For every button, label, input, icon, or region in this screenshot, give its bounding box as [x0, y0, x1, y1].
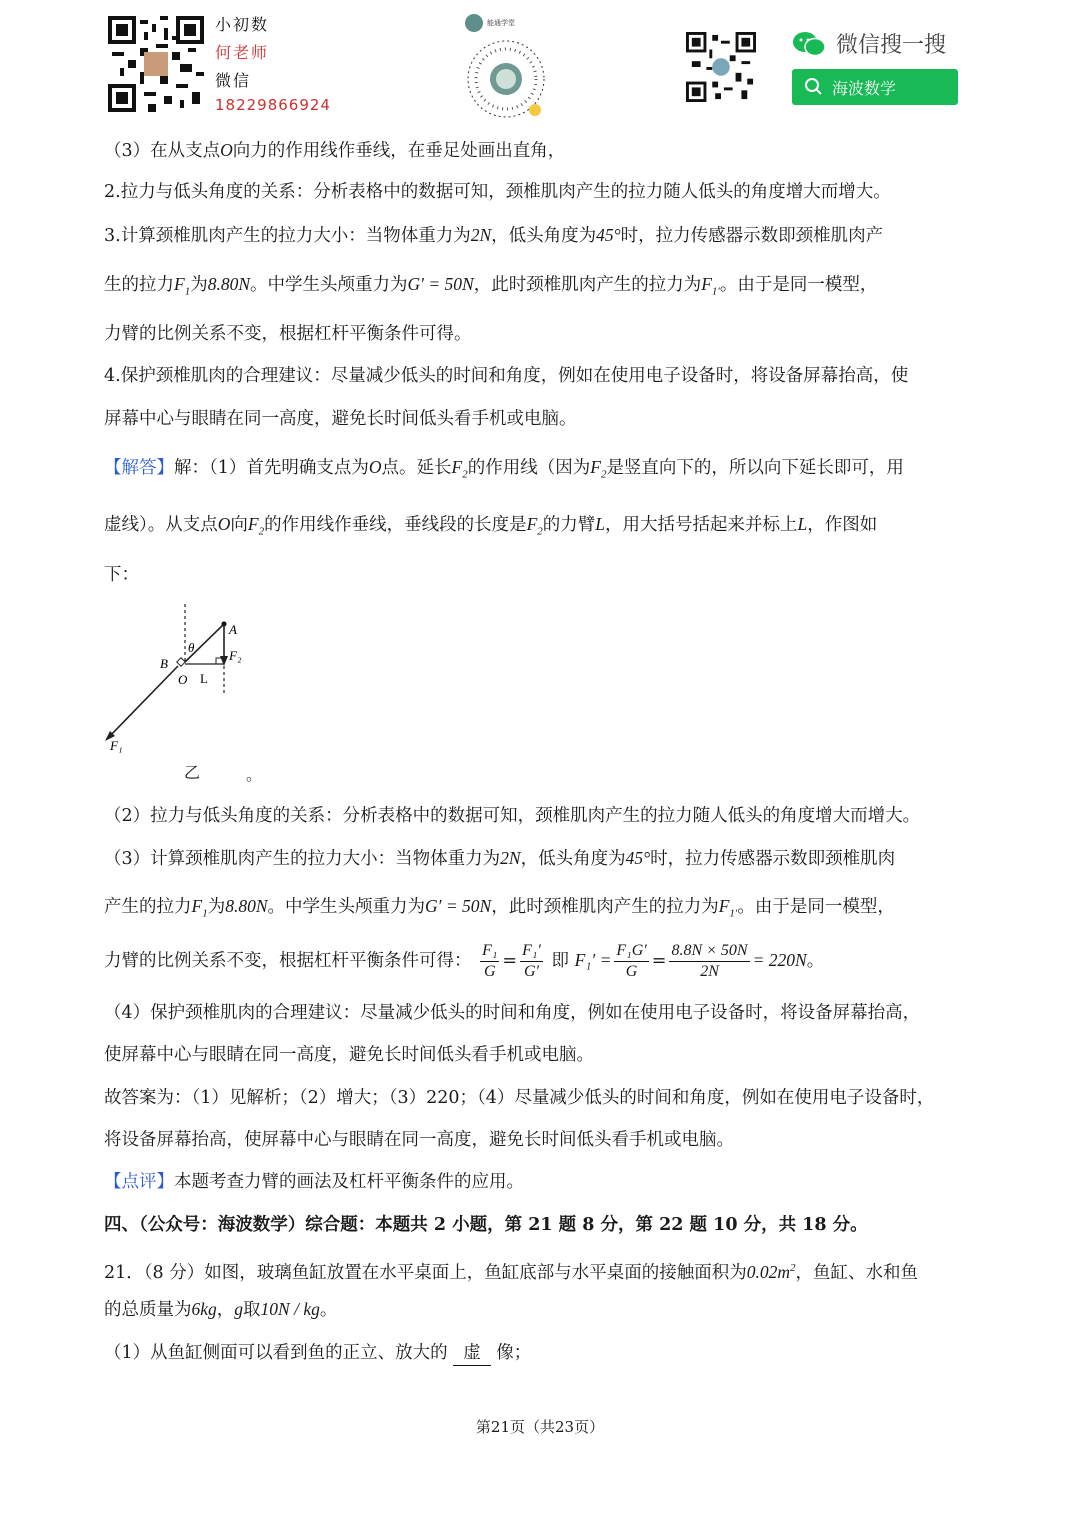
text-span: 的总质量为 [104, 1300, 192, 1320]
text-line: 将设备屏幕抬高，使屏幕中心与眼睛在同一高度，避免长时间低头看手机或电脑。 [104, 1130, 734, 1150]
text-line: （4）保护颈椎肌肉的合理建议：尽量减少低头的时间和角度，例如在使用电子设备时，将设备屏幕抬高， [104, 1003, 921, 1023]
handwriting-line: 18229866924 [215, 96, 331, 114]
label-A: A [229, 622, 237, 637]
text-span: 生的拉力 [104, 275, 174, 295]
text-span: ，作图如 [807, 515, 878, 535]
text-span: 力臂的比例关系不变，根据杠杆平衡条件可得： [104, 951, 472, 971]
pivot-marker [177, 658, 185, 666]
symbol-45deg: 45° [625, 848, 651, 868]
denominator: 2N [700, 963, 719, 980]
symbol-O: O [220, 140, 233, 160]
text-span: 向力的作用线作垂线，在垂足处画出直角， [232, 141, 566, 161]
symbol-text: F [451, 457, 463, 477]
text-span: 的力臂 [542, 515, 596, 535]
text-line [104, 846, 895, 871]
label-O: O [178, 672, 188, 687]
text-line [104, 223, 883, 248]
text-span: ，用大括号括起来并标上 [605, 515, 798, 535]
symbol-F2 [247, 514, 265, 538]
text-span: 产生的拉力 [104, 897, 192, 917]
handwriting-line: 微信 [215, 71, 252, 90]
label-F2: F₂ [229, 648, 242, 663]
text-line: 下： [104, 565, 139, 585]
text-span: 为 [207, 897, 226, 917]
symbol-F1prime [718, 896, 738, 920]
mini-program-qr-icon [465, 38, 547, 120]
text-span: 向 [230, 515, 248, 535]
symbol-45deg: 45° [596, 225, 621, 245]
text-line [104, 512, 877, 544]
symbol-Gprime: G′ = 50N [425, 896, 492, 916]
subscript: 1 [202, 907, 208, 920]
text-span: （3）在从支点 [104, 141, 221, 161]
equation-line [104, 938, 824, 983]
text-line [104, 1170, 524, 1194]
numerator: 8.8N × 50N [669, 941, 749, 962]
figure-caption: 乙 [184, 763, 201, 782]
text-line [104, 1256, 918, 1285]
text-line [104, 1297, 337, 1322]
symbol-F1 [174, 274, 191, 298]
symbol-2N: 2N [470, 225, 492, 245]
symbol-2N: 2N [500, 848, 521, 868]
text-span: 时，拉力传感器示数即颈椎肌肉产 [620, 226, 884, 246]
denominator: G [483, 963, 496, 980]
symbol-Gprime: G′ = 50N [407, 274, 474, 294]
equation-lhs: F₁′ = [574, 950, 612, 970]
equals-sign: = [651, 951, 667, 971]
text-span: 时，拉力传感器示数即颈椎肌肉 [650, 849, 896, 869]
symbol-O: O [217, 514, 231, 534]
equation-result: = 220N [752, 950, 807, 970]
section-heading: 四、（公众号：海波数学）综合题：本题共 2 小题，第 21 题 8 分，第 22 题 10 分，共 18 分。 [104, 1215, 868, 1235]
label-F1: F₁ [110, 738, 123, 753]
symbol-text: F [191, 896, 203, 916]
label-L: L [200, 671, 208, 686]
text-span: 。 [806, 951, 825, 971]
text-span: 像； [496, 1343, 532, 1363]
text-span: 。中学生头颅重力为 [267, 897, 426, 917]
text-line [104, 272, 877, 304]
wechat-search-title-row [792, 28, 946, 59]
equals-sign: = [502, 951, 518, 971]
comment-tag: 【点评】 [104, 1172, 174, 1192]
text-span: ，鱼缸、水和鱼 [795, 1262, 918, 1283]
subscript: 1′ [729, 907, 738, 920]
text-span: ， [216, 1300, 235, 1320]
text-span: 的作用线作垂线，垂线段的长度是 [264, 515, 527, 535]
text-span: （1）从鱼缸侧面可以看到鱼的正立、放大的 [104, 1343, 448, 1363]
text-span: ，低头角度为 [520, 849, 626, 869]
qr-code-right [686, 32, 756, 102]
text-line [104, 455, 904, 487]
text-line: 力臂的比例关系不变，根据杠杆平衡条件可得。 [104, 324, 472, 344]
wechat-search-button-label: 海波数学 [832, 78, 897, 98]
text-span: 。由于是同一模型， [719, 275, 878, 295]
text-line [104, 894, 895, 926]
symbol-F1 [191, 896, 208, 920]
fraction [480, 941, 499, 982]
text-line: （2）拉力与低头角度的关系：分析表格中的数据可知，颈椎肌肉产生的拉力随人低头的角度增大而增大。 [104, 806, 921, 826]
handwriting-line: 何老师 [215, 43, 270, 62]
qr-code-left [108, 16, 204, 112]
label-B: B [160, 656, 168, 671]
symbol-text: 0.02m [746, 1261, 790, 1282]
symbol-O: O [368, 457, 382, 477]
numerator: F₁G′ [614, 941, 648, 962]
subscript: 2 [600, 468, 607, 481]
symbol-L: L [595, 514, 606, 534]
label-theta: θ [188, 640, 195, 655]
wechat-search-title: 微信搜一搜 [836, 33, 947, 58]
text-span: 。由于是同一模型， [737, 897, 895, 917]
text-span: 为 [190, 275, 208, 295]
figure-period: 。 [246, 765, 263, 784]
text-span: 3.计算颈椎肌肉产生的拉力大小：当物体重力为 [104, 226, 471, 246]
contact-handwriting [215, 12, 331, 118]
text-span: ，此时颈椎肌肉产生的拉力为 [491, 897, 719, 917]
denominator: G′ [523, 963, 540, 980]
subscript: 1 [184, 285, 191, 298]
fraction [669, 941, 749, 982]
symbol-text: F [701, 274, 712, 294]
denominator: G [625, 963, 638, 980]
symbol-area [747, 1262, 796, 1282]
text-span: 的作用线（因为 [467, 458, 591, 478]
text-span: 即 [551, 951, 570, 971]
text-span: 。 [319, 1300, 338, 1320]
text-span: 21．（8 分）如图，玻璃鱼缸放置在水平桌面上，鱼缸底部与水平桌面的接触面积为 [104, 1262, 747, 1283]
symbol-880N: 8.80N [225, 896, 268, 916]
text-line: 2.拉力与低头角度的关系：分析表格中的数据可知，颈椎肌肉产生的拉力随人低头的角度增大而增大。 [104, 182, 891, 202]
text-span: 解：（1）首先明确支点为 [174, 458, 369, 478]
subscript: 2 [462, 468, 468, 481]
symbol-L: L [797, 514, 808, 534]
text-line: 4.保护颈椎肌肉的合理建议：尽量减少低头的时间和角度，例如在使用电子设备时，将设备屏幕抬高，使 [104, 366, 909, 386]
symbol-6kg: 6kg [191, 1299, 217, 1319]
symbol-text: F [590, 457, 601, 477]
text-span: 取 [243, 1300, 261, 1320]
symbol-F2 [590, 457, 607, 481]
symbol-text: F [718, 896, 730, 916]
symbol-text: F [247, 514, 259, 534]
mini-program-code [465, 12, 555, 122]
fraction [520, 941, 543, 982]
wechat-search-button[interactable] [792, 69, 958, 105]
subscript: 1′ [711, 285, 720, 298]
symbol-g: g [234, 1299, 244, 1319]
lever-diagram [100, 600, 270, 785]
text-line: 使屏幕中心与眼睛在同一高度，避免长时间低头看手机或电脑。 [104, 1045, 594, 1065]
symbol-text: F [174, 274, 185, 294]
text-span: 。中学生头颅重力为 [250, 275, 408, 295]
subscript: 2 [537, 525, 543, 538]
symbol-880N: 8.80N [207, 274, 251, 294]
symbol-F2 [451, 457, 468, 481]
text-span: 是竖直向下的，所以向下延长即可，用 [606, 458, 904, 478]
symbol-F2 [526, 514, 543, 538]
text-span: （3）计算颈椎肌肉产生的拉力大小：当物体重力为 [104, 849, 501, 869]
text-span: ，此时颈椎肌肉产生的拉力为 [473, 275, 702, 295]
text-span: 虚线）。从支点 [104, 515, 218, 535]
text-span: ，低头角度为 [491, 226, 597, 246]
force-F1-line [108, 666, 178, 738]
subscript: 2 [258, 525, 265, 538]
text-span: 本题考查力臂的画法及杠杆平衡条件的应用。 [174, 1172, 524, 1192]
superscript: 2 [789, 1262, 796, 1274]
fraction [614, 941, 648, 982]
page-footer: 第21页（共23页） [475, 1418, 605, 1436]
text-span: 点。延长 [381, 458, 452, 478]
answer-blank: 虚 [453, 1341, 491, 1366]
wechat-icon [792, 30, 826, 58]
numerator: F₁′ [520, 941, 543, 962]
text-line: 屏幕中心与眼睛在同一高度，避免长时间低头看手机或电脑。 [104, 409, 577, 429]
symbol-text: F [526, 514, 538, 534]
center-label: 能通学堂 [487, 19, 515, 27]
symbol-F1prime [701, 274, 720, 298]
numerator: F₁ [480, 941, 499, 962]
text-line [104, 1341, 531, 1366]
text-line: 故答案为：（1）见解析；（2）增大；（3）220；（4）尽量减少低头的时间和角度，例如在使用电子设备时， [104, 1088, 935, 1108]
logo-icon [465, 14, 483, 32]
symbol-g-value: 10N / kg [260, 1299, 320, 1319]
handwriting-line: 小初数 [215, 15, 270, 34]
answer-tag: 【解答】 [104, 458, 174, 478]
text-line [104, 138, 565, 163]
search-icon [804, 77, 824, 97]
